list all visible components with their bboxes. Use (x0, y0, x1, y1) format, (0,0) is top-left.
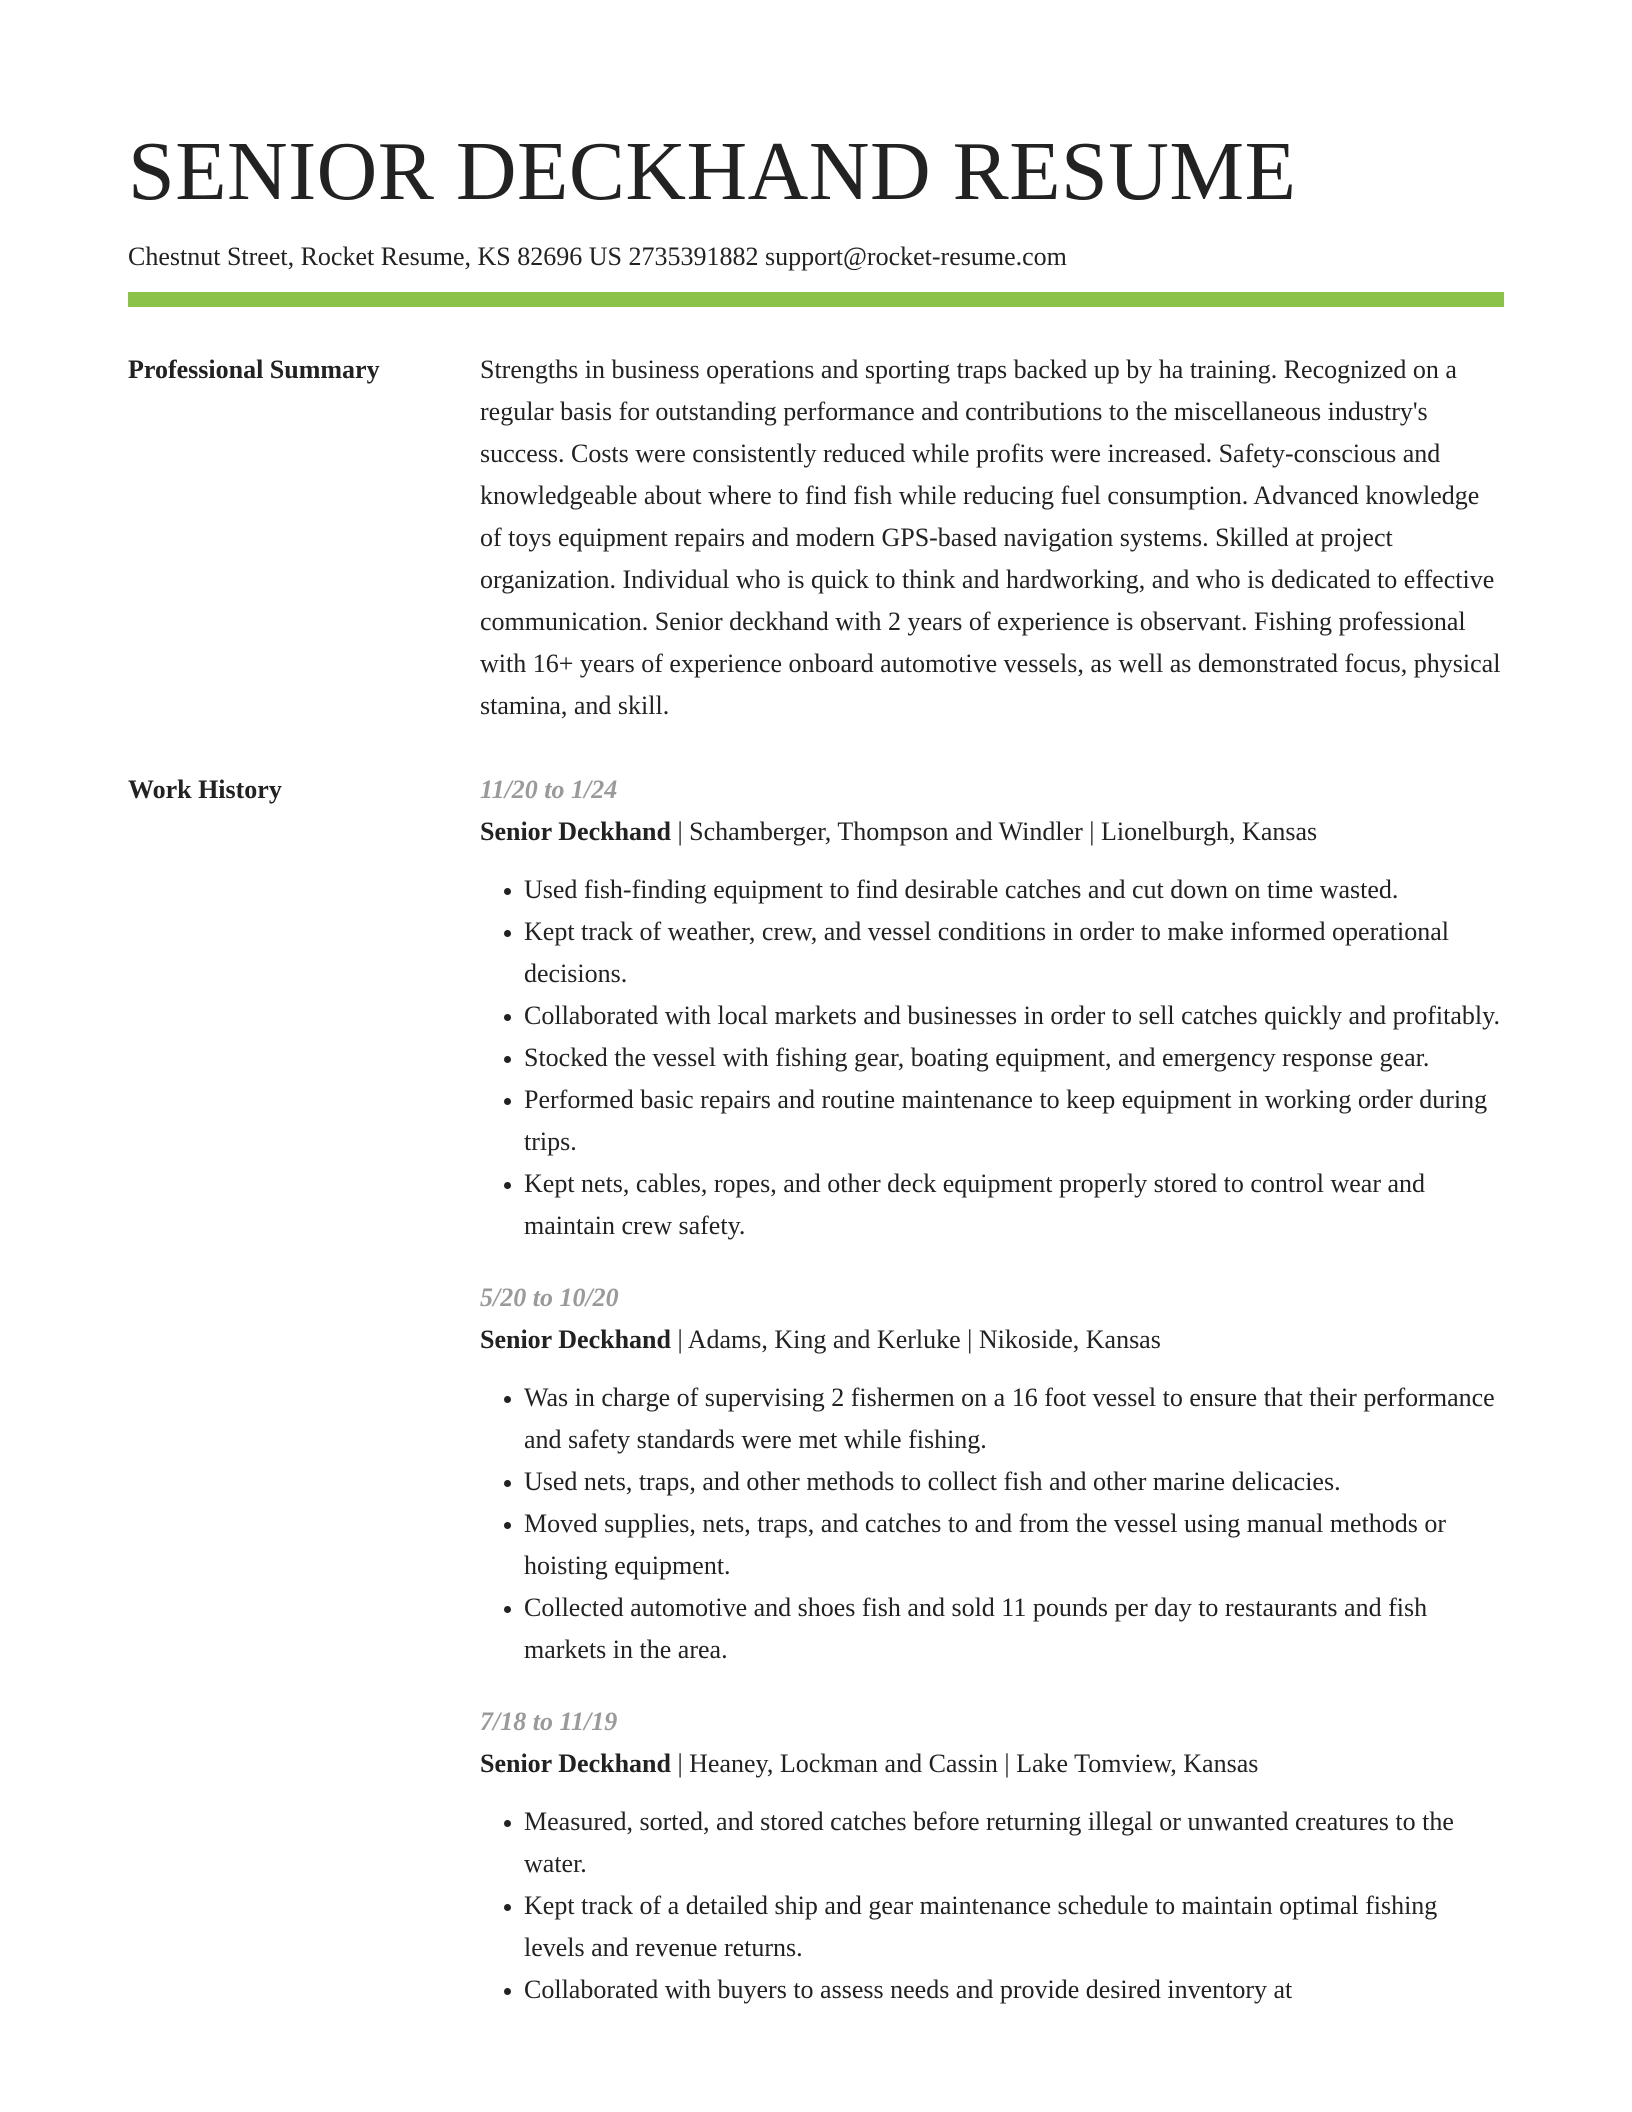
job-entry (480, 1701, 1504, 2011)
job-duties-list (480, 1801, 1504, 2011)
contact-info: Chestnut Street, Rocket Resume, KS 82696 US 2735391882 support@rocket-resume.com (128, 242, 1067, 271)
work-history-section (128, 769, 1504, 2041)
job-duty-item: • Collaborated with buyers to assess needs and provide desired inventory at (524, 1969, 1504, 2011)
job-role: Senior Deckhand (480, 1325, 671, 1354)
job-duty-item: • Kept track of weather, crew, and vessel conditions in order to make informed operational decisions. (524, 911, 1504, 995)
job-company-location: | Schamberger, Thompson and Windler | Lionelburgh, Kansas (670, 817, 1318, 846)
job-duty-item: • Performed basic repairs and routine maintenance to keep equipment in working order during trips. (524, 1079, 1504, 1163)
job-duty-item: • Stocked the vessel with fishing gear, boating equipment, and emergency response gear. (524, 1037, 1504, 1079)
summary-body (480, 349, 1504, 727)
summary-section (128, 349, 1504, 727)
job-duty-item: • Used nets, traps, and other methods to collect fish and other marine delicacies. (524, 1461, 1504, 1503)
job-dates: 5/20 to 10/20 (480, 1283, 619, 1312)
job-duty-item: • Kept nets, cables, ropes, and other deck equipment properly stored to control wear and maintain crew safety. (524, 1163, 1504, 1247)
job-title-line (480, 811, 1504, 853)
job-duty-item: • Was in charge of supervising 2 fishermen on a 16 foot vessel to ensure that their performance and safety standards were met while fishing. (524, 1377, 1504, 1461)
job-duty-item: • Measured, sorted, and stored catches before returning illegal or unwanted creatures to the water. (524, 1801, 1504, 1885)
job-duty-item: • Used fish-finding equipment to find desirable catches and cut down on time wasted. (524, 869, 1504, 911)
job-title-line (480, 1743, 1504, 1785)
accent-divider (128, 292, 1504, 307)
work-history-heading: Work History (128, 775, 282, 804)
job-dates: 7/18 to 11/19 (480, 1707, 618, 1736)
job-role: Senior Deckhand (480, 1749, 671, 1778)
job-duty-item: • Moved supplies, nets, traps, and catches to and from the vessel using manual methods or hoisting equipment. (524, 1503, 1504, 1587)
resume-page (128, 0, 1504, 2041)
job-duty-item: • Collected automotive and shoes fish and sold 11 pounds per day to restaurants and fish markets in the area. (524, 1587, 1504, 1671)
job-entry (480, 769, 1504, 1247)
job-dates: 11/20 to 1/24 (480, 775, 618, 804)
summary-heading: Professional Summary (128, 355, 380, 384)
job-role: Senior Deckhand (480, 817, 671, 846)
job-entry (480, 1277, 1504, 1671)
job-title-line (480, 1319, 1504, 1361)
job-company-location: | Heaney, Lockman and Cassin | Lake Tomview, Kansas (670, 1749, 1259, 1778)
job-duties-list (480, 1377, 1504, 1671)
job-duty-item: • Collaborated with local markets and businesses in order to sell catches quickly and profitably. (524, 995, 1504, 1037)
resume-title: SENIOR DECKHAND RESUME (128, 125, 1297, 218)
job-duties-list (480, 869, 1504, 1247)
work-history-body (480, 769, 1504, 2041)
job-duty-item: • Kept track of a detailed ship and gear maintenance schedule to maintain optimal fishing levels and revenue returns. (524, 1885, 1504, 1969)
summary-text: Strengths in business operations and sporting traps backed up by ha training. Recognized on a regular basis for outstanding performance and contributions to the miscellaneous industry's success. Costs were consistently reduced while profits were increased. Safety-conscious and knowledgeable about where to find fish while reducing fuel consumption. Advanced knowledge of toys equipment repairs and modern GPS-based navigation systems. Skilled at project organization. Individual who is quick to think and hardworking, and who is dedicated to effective communication. Senior deckhand with 2 years of experience is observant. Fishing professional with 16+ years of experience onboard automotive vessels, as well as demonstrated focus, physical stamina, and skill. (480, 355, 1501, 720)
job-company-location: | Adams, King and Kerluke | Nikoside, Kansas (670, 1325, 1161, 1354)
